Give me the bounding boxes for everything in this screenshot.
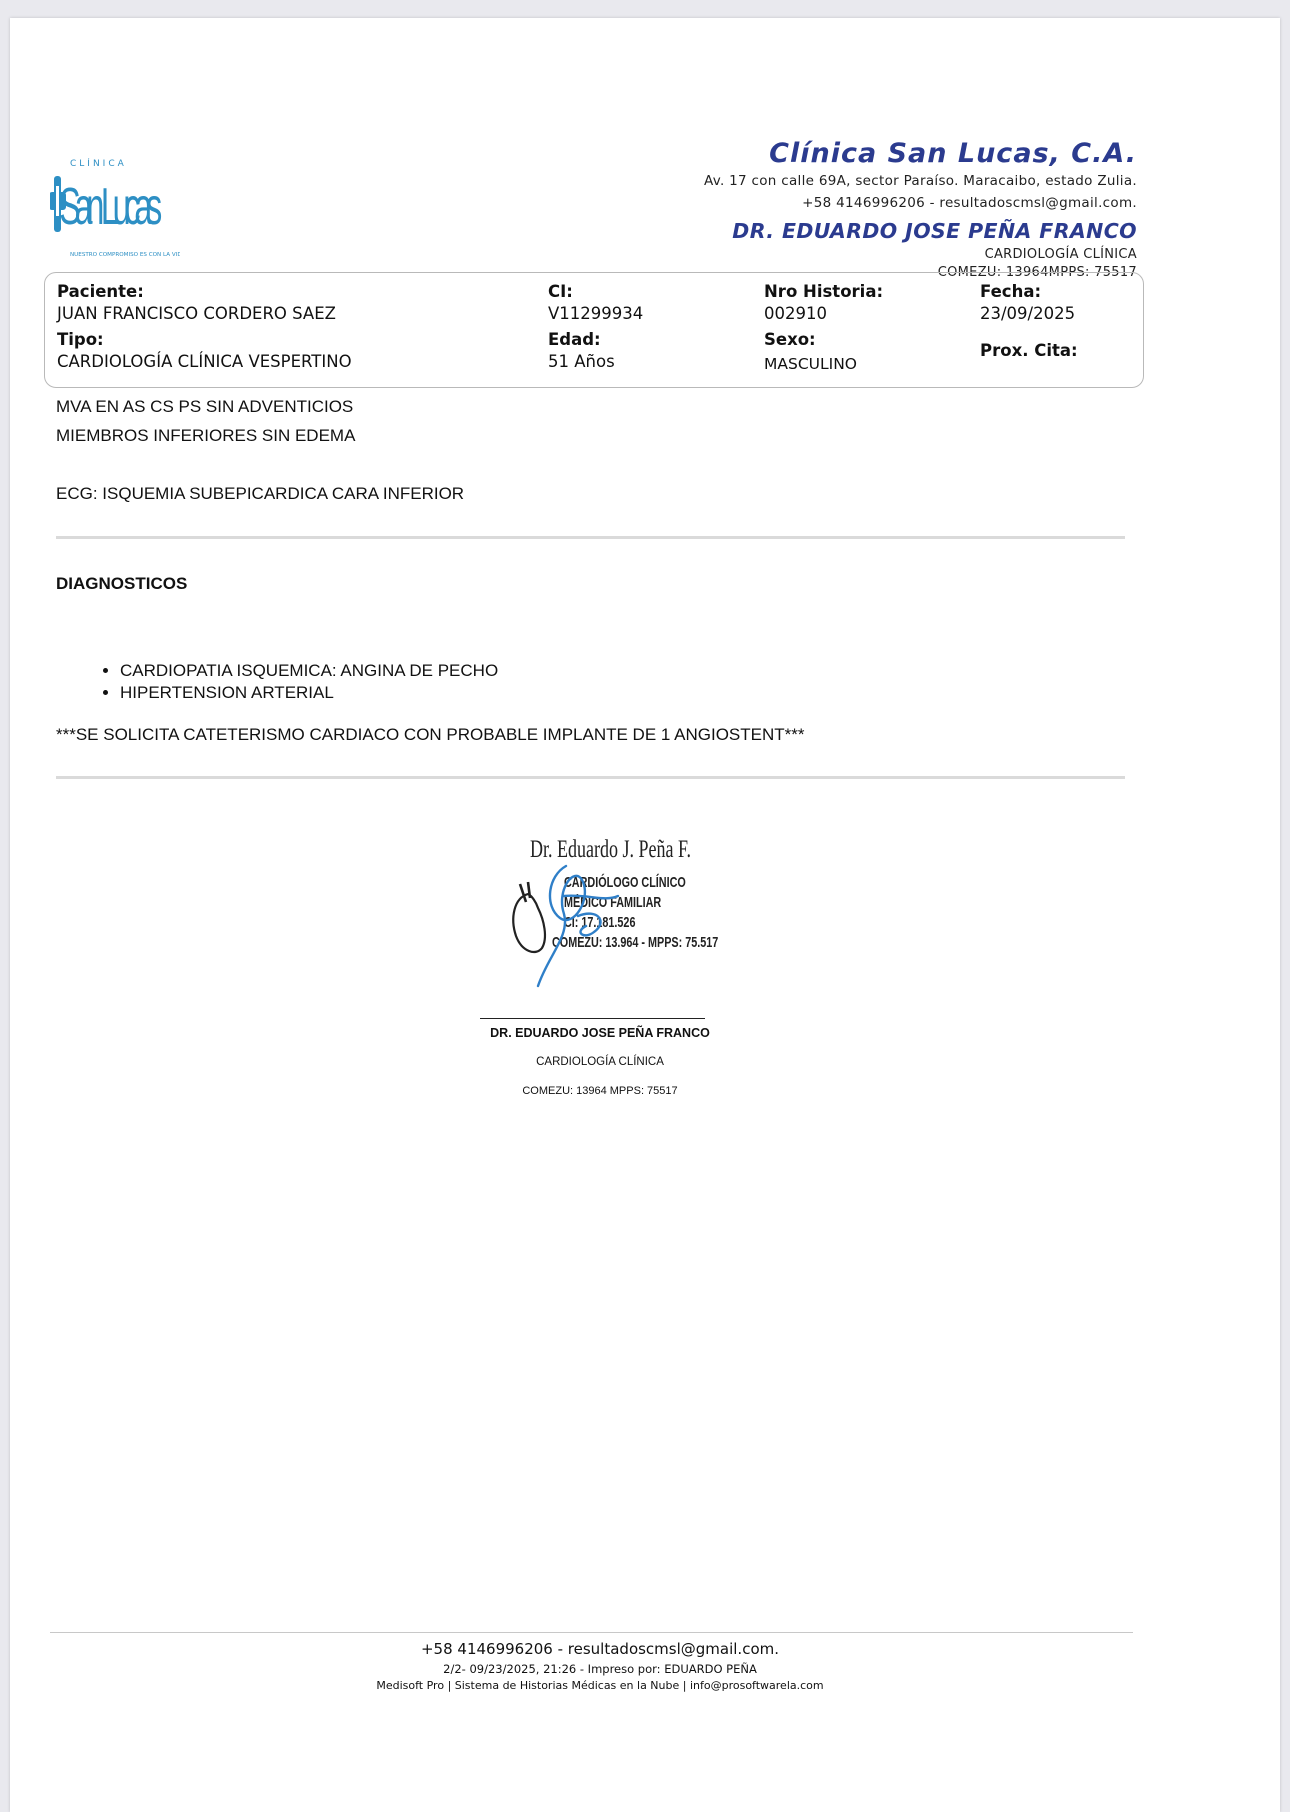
divider [56,536,1125,539]
diagnosis-item: • CARDIOPATIA ISQUEMICA: ANGINA DE PECHO [120,660,498,682]
stamp-line-2: MÉDICO FAMILIAR [564,894,662,911]
ecg-finding: ECG: ISQUEMIA SUBEPICARDICA CARA INFERIOR [56,484,465,503]
signature-registry: COMEZU: 13964 MPPS: 75517 [522,1085,678,1097]
patient-sex-field [764,329,857,375]
patient-name-value: JUAN FRANCISCO CORDERO SAEZ [57,304,336,323]
footer-divider [50,1632,1133,1633]
next-appointment-label: Prox. Cita: [980,341,1078,360]
stamp-name: Dr. Eduardo J. Peña F. [530,836,692,863]
doctor-specialty: CARDIOLOGÍA CLÍNICA [984,247,1137,262]
patient-sex-value: MASCULINO [764,355,857,373]
patient-date-label: Fecha: [980,282,1042,301]
document-page [10,18,1280,1812]
patient-ci-label: CI: [548,282,573,301]
diagnostics-title: DIAGNOSTICOS [56,574,188,593]
patient-type-field [57,329,352,373]
patient-history-label: Nro Historia: [764,282,884,301]
patient-name-field [57,281,336,325]
patient-type-value: CARDIOLOGÍA CLÍNICA VESPERTINO [57,352,352,371]
finding-line-2: MIEMBROS INFERIORES SIN EDEMA [56,426,356,445]
signature-line [480,1018,705,1019]
doctor-registry: COMEZU: 13964MPPS: 75517 [937,265,1137,280]
patient-name-label: Paciente: [57,282,144,301]
stamp-line-1: CARDIÓLOGO CLÍNICO [564,874,686,891]
clinic-logo [50,158,180,270]
signature-specialty: CARDIOLOGÍA CLÍNICA [536,1056,664,1068]
doctor-stamp [508,836,719,996]
diagnosis-item: • HIPERTENSION ARTERIAL [120,682,498,704]
next-appointment-field [980,340,1078,362]
patient-age-value: 51 Años [548,352,615,371]
signature-scribble [508,836,708,996]
patient-sex-label: Sexo: [764,330,816,349]
patient-date-value: 23/09/2025 [980,304,1076,323]
doctor-name: DR. EDUARDO JOSE PEÑA FRANCO [732,219,1137,243]
footer-contact: +58 4146996206 - resultadoscmsl@gmail.com. [420,1640,780,1658]
patient-age-label: Edad: [548,330,601,349]
patient-age-field [548,329,615,373]
patient-ci-value: V11299934 [548,304,644,323]
footer-software: Medisoft Pro | Sistema de Historias Médicas en la Nube | info@prosoftwarela.com [376,1679,824,1692]
procedure-note: ***SE SOLICITA CATETERISMO CARDIACO CON PROBABLE IMPLANTE DE 1 ANGIOSTENT*** [56,725,805,744]
heart-icon [513,894,545,952]
patient-info-box [44,272,1144,388]
clinic-name: Clínica San Lucas, C.A. [769,138,1137,169]
clinic-logo-graphic [50,158,180,270]
logo-top-text: CLÍNICA [70,159,127,169]
finding-line-1: MVA EN AS CS PS SIN ADVENTICIOS [56,397,354,416]
logo-tagline: NUESTRO COMPROMISO ES CON LA VIDA [70,252,180,258]
divider [56,776,1125,779]
clinic-contact: +58 4146996206 - resultadoscmsl@gmail.com. [802,195,1137,211]
footer-print-info: 2/2- 09/23/2025, 21:26 - Impreso por: EDUARDO PEÑA [443,1662,757,1676]
patient-type-label: Tipo: [57,330,104,349]
patient-ci-field [548,281,643,325]
patient-date-field [980,281,1075,325]
diagnostics-list [56,660,498,704]
stamp-line-3: CI: 17.181.526 [564,914,636,931]
patient-history-value: 002910 [764,304,827,323]
stamp-line-4: COMEZU: 13.964 - MPPS: 75.517 [552,934,719,951]
logo-main-text: San Lucas [59,178,163,237]
clinic-header [577,138,1137,282]
clinic-address: Av. 17 con calle 69A, sector Paraíso. Maracaibo, estado Zulia. [703,173,1137,189]
signature-name: DR. EDUARDO JOSE PEÑA FRANCO [490,1026,710,1040]
patient-history-field [764,281,883,325]
